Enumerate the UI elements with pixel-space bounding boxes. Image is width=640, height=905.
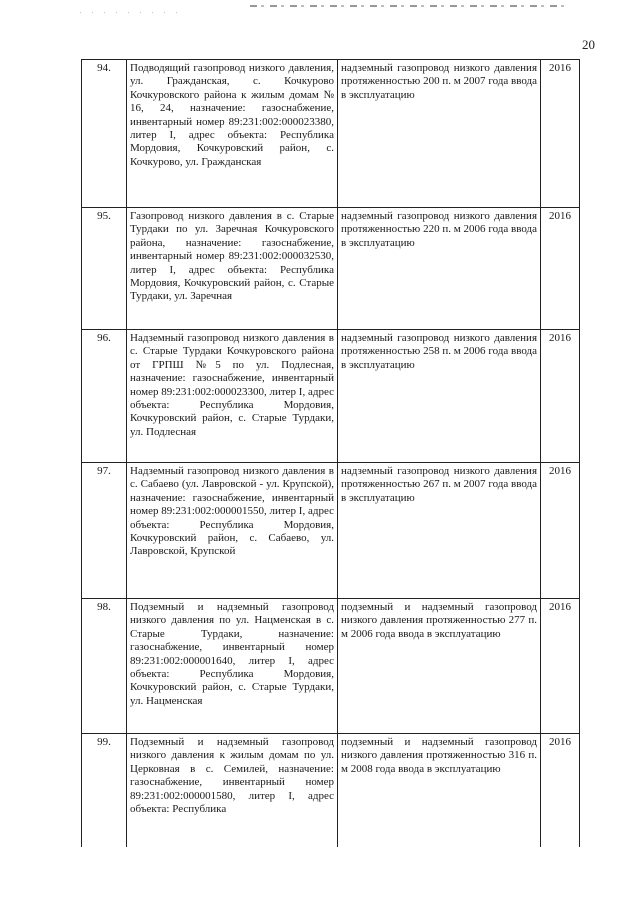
object-characteristics: надземный газопровод низкого давления протяженностью 200 п. м 2007 года ввода в эксплуатацию [338, 60, 541, 208]
scan-artifact [250, 5, 570, 7]
year-cell: 2016 [541, 599, 580, 734]
table-row [82, 599, 580, 734]
year-cell: 2016 [541, 60, 580, 208]
object-characteristics: подземный и надземный газопровод низкого давления протяженностью 316 п. м 2008 года ввода в эксплуатацию [338, 734, 541, 847]
year-cell: 2016 [541, 463, 580, 599]
property-register-table [81, 59, 580, 847]
table-row [82, 330, 580, 463]
object-description: Надземный газопровод низкого давления в с. Сабаево (ул. Лавровской - ул. Крупской), назначение: газоснабжение, инвентарный номер 89:231:002:000001550, литер I, адрес объекта: Республика Мордовия, Кочкуровский район, с. Сабаево, ул. Лавровской, Крупской [127, 463, 338, 599]
object-characteristics: надземный газопровод низкого давления протяженностью 267 п. м 2007 года ввода в эксплуатацию [338, 463, 541, 599]
table-row [82, 208, 580, 330]
table-row [82, 734, 580, 847]
table-row [82, 463, 580, 599]
object-characteristics: подземный и надземный газопровод низкого давления протяженностью 277 п. м 2006 года ввода в эксплуатацию [338, 599, 541, 734]
object-characteristics: надземный газопровод низкого давления протяженностью 258 п. м 2006 года ввода в эксплуатацию [338, 330, 541, 463]
object-description: Подземный и надземный газопровод низкого давления по ул. Нацменская в с. Старые Турдаки, назначение: газоснабжение, инвентарный номер 89:231:002:000001640, литер I, адрес объекта: Республика Мордовия, Кочкуровский район, с. Старые Турдаки, ул. Нацменская [127, 599, 338, 734]
object-description: Подземный и надземный газопровод низкого давления к жилым домам по ул. Церковная в с. Семилей, назначение: газоснабжение, инвентарный номер 89:231:002:000001580, литер I, адрес объекта: Республика [127, 734, 338, 847]
scan-artifact-dots [80, 12, 180, 13]
page-number: 20 [582, 37, 595, 52]
row-number: 97. [82, 463, 127, 599]
object-description: Подводящий газопровод низкого давления, ул. Гражданская, с. Кочкурово Кочкуровского района к жилым домам № 16, 24, назначение: газоснабжение, инвентарный номер 89:231:002:000023380, литер I, адрес объекта: Республика Мордовия, Кочкуровский район, с. Кочкурово, ул. Гражданская [127, 60, 338, 208]
year-cell: 2016 [541, 208, 580, 330]
table-row [82, 60, 580, 208]
row-number: 96. [82, 330, 127, 463]
year-cell: 2016 [541, 330, 580, 463]
object-description: Газопровод низкого давления в с. Старые Турдаки по ул. Заречная Кочкуровского района, назначение: газоснабжение, инвентарный номер 89:231:002:000032530, литер I, адрес объекта: Республика Мордовия, Кочкуровский район, с. Старые Турдаки, ул. Заречная [127, 208, 338, 330]
row-number: 98. [82, 599, 127, 734]
object-description: Надземный газопровод низкого давления в с. Старые Турдаки Кочкуровского района от ГРПШ №5 по ул. Подлесная, назначение: газоснабжение, инвентарный номер 89:231:002:000023300, литер I, адрес объекта: Республика Мордовия, Кочкуровский район, с. Старые Турдаки, ул. Подлесная [127, 330, 338, 463]
row-number: 99. [82, 734, 127, 847]
year-cell: 2016 [541, 734, 580, 847]
row-number: 95. [82, 208, 127, 330]
object-characteristics: надземный газопровод низкого давления протяженностью 220 п. м 2006 года ввода в эксплуатацию [338, 208, 541, 330]
row-number: 94. [82, 60, 127, 208]
